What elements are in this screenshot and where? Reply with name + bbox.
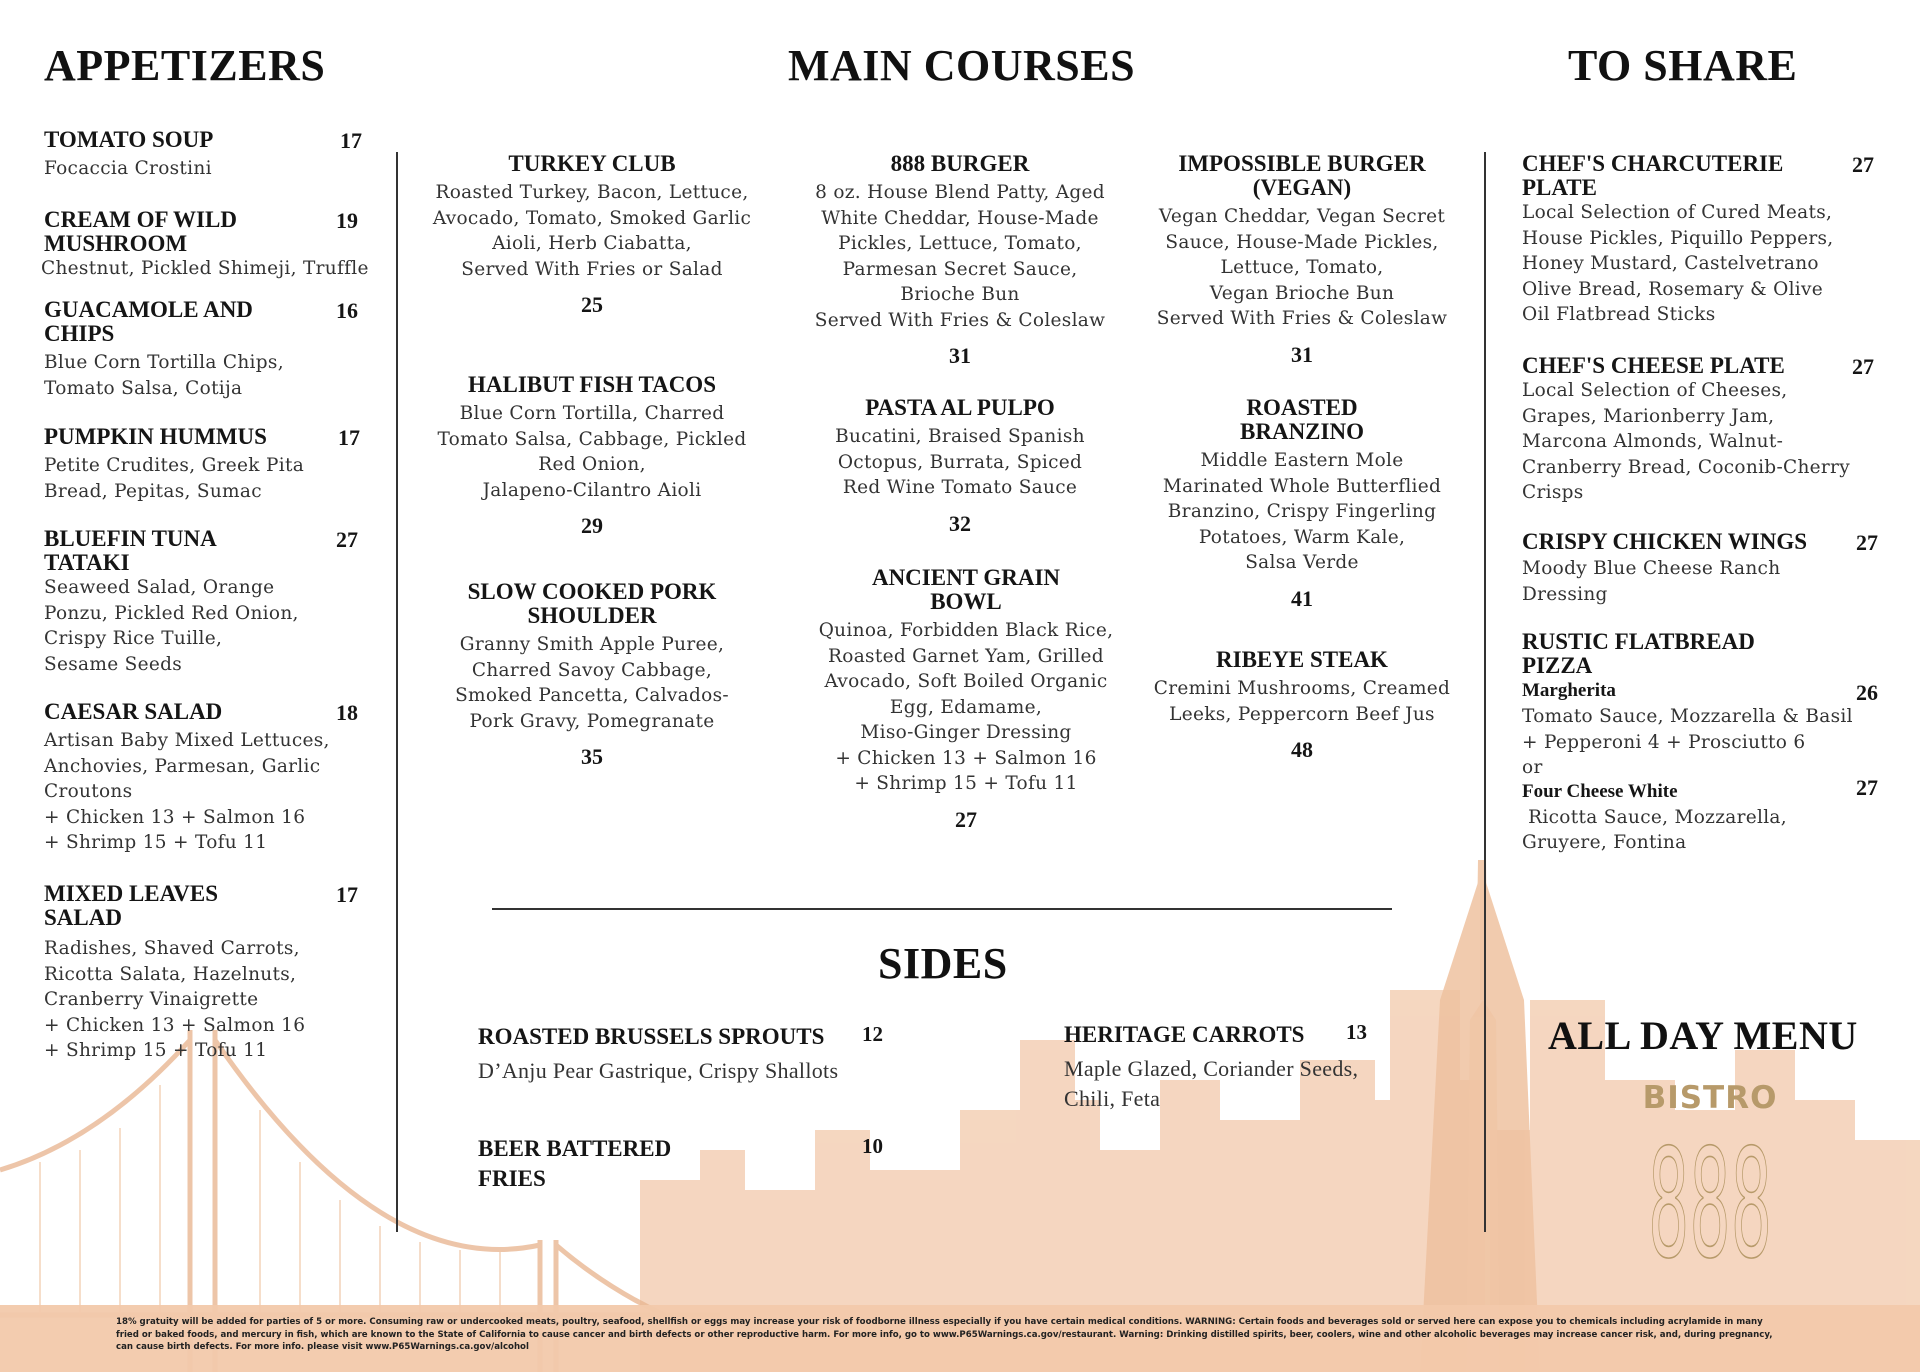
option-separator: or xyxy=(1522,757,1543,778)
item-description: Vegan Cheddar, Vegan Secret Sauce, House-Made Pickles, Lettuce, Tomato, Vegan Brioche Bun Served With Fries & Coleslaw xyxy=(1156,206,1448,329)
item-price: 29 xyxy=(581,513,603,538)
share-item xyxy=(1522,152,1872,328)
item-description: Roasted Turkey, Bacon, Lettuce, Avocado, Tomato, Smoked Garlic Aioli, Herb Ciabatta, Served With Fries or Salad xyxy=(432,182,752,280)
item-description: D’Anju Pear Gastrique, Crispy Shallots xyxy=(478,1058,839,1083)
item-description: 8 oz. House Blend Patty, Aged White Cheddar, House-Made Pickles, Lettuce, Tomato, Parmesan Secret Sauce, Brioche Bun Served With Fries & Coleslaw xyxy=(814,182,1106,331)
left-divider xyxy=(396,152,398,1232)
bistro-logo xyxy=(1640,1080,1780,1292)
right-divider xyxy=(1484,152,1486,1232)
item-price: 27 xyxy=(1852,354,1874,379)
item-name-line2: TATAKI xyxy=(44,550,130,575)
item-description: Maple Glazed, Coriander Seeds, Chili, Feta xyxy=(1064,1056,1359,1111)
item-price: 19 xyxy=(336,208,358,233)
item-name: CAESAR SALAD xyxy=(44,699,223,724)
appetizer-item xyxy=(41,207,374,282)
flatbread-pizza-item xyxy=(1522,630,1892,856)
main-course-item xyxy=(422,580,762,770)
item-price: 10 xyxy=(862,1134,883,1158)
item-name-line2: FRIES xyxy=(478,1166,546,1191)
item-name: PUMPKIN HUMMUS xyxy=(44,424,267,449)
all-day-menu-heading: ALL DAY MENU xyxy=(1548,1013,1858,1058)
item-description: Middle Eastern Mole Marinated Whole Butterflied Branzino, Crispy Fingerling Potatoes, Warm Kale, Salsa Verde xyxy=(1162,450,1442,573)
item-price: 32 xyxy=(949,510,971,536)
item-name-line2: (VEGAN) xyxy=(1252,175,1352,200)
main-course-item xyxy=(790,396,1130,537)
item-description: Radishes, Shaved Carrots, Ricotta Salata, Hazelnuts, Cranberry Vinaigrette + Chicken 13 + Salmon 16 + Shrimp 15 + Tofu 11 xyxy=(44,938,306,1061)
item-name-line2: CHIPS xyxy=(44,321,115,346)
item-name-line2: PLATE xyxy=(1522,175,1597,200)
item-name: GUACAMOLE AND xyxy=(44,297,253,322)
item-name: MIXED LEAVES xyxy=(44,881,219,906)
item-price: 41 xyxy=(1291,585,1313,611)
main-course-item xyxy=(422,152,762,318)
item-name: 888 BURGER xyxy=(890,151,1030,176)
item-name: BLUEFIN TUNA xyxy=(44,526,217,551)
item-description: Focaccia Crostini xyxy=(44,158,212,179)
main-course-item xyxy=(1132,152,1472,368)
appetizer-item xyxy=(44,882,360,1064)
item-name: BEER BATTERED xyxy=(478,1136,672,1161)
main-course-item xyxy=(796,566,1136,833)
item-price: 48 xyxy=(1291,737,1313,762)
appetizer-item xyxy=(44,128,360,182)
item-description: Blue Corn Tortilla Chips, Tomato Salsa, Cotija xyxy=(44,352,284,399)
item-description: Petite Crudites, Greek Pita Bread, Pepitas, Sumac xyxy=(44,455,305,502)
item-price: 27 xyxy=(955,806,977,832)
item-description: Bucatini, Braised Spanish Octopus, Burrata, Spiced Red Wine Tomato Sauce xyxy=(835,426,1085,498)
item-price: 12 xyxy=(862,1022,883,1046)
item-price: 31 xyxy=(1291,341,1313,367)
item-description: Artisan Baby Mixed Lettuces, Anchovies, Parmesan, Garlic Croutons + Chicken 13 + Salmon 16 + Shrimp 15 + Tofu 11 xyxy=(44,730,330,853)
appetizer-item xyxy=(44,527,360,677)
four-cheese-option xyxy=(1522,774,1892,856)
item-name: SLOW COOKED PORK xyxy=(467,579,717,604)
appetizer-item xyxy=(44,425,360,504)
side-item xyxy=(478,1134,898,1194)
item-price: 17 xyxy=(340,128,362,153)
main-courses-heading: MAIN COURSES xyxy=(788,41,1136,90)
item-description: Quinoa, Forbidden Black Rice, Roasted Garnet Yam, Grilled Avocado, Soft Boiled Organic Egg, Edamame, Miso-Ginger Dressing + Chicken 13 + Salmon 16 + Shrimp 15 + Tofu 11 xyxy=(818,620,1114,794)
item-price: 13 xyxy=(1346,1020,1367,1044)
item-name: ROASTED BRUSSELS SPROUTS xyxy=(478,1024,825,1049)
share-item xyxy=(1522,530,1880,607)
item-name-line2: PIZZA xyxy=(1522,653,1593,678)
item-name: ROASTED xyxy=(1246,395,1358,420)
main-course-item xyxy=(790,152,1130,369)
share-item xyxy=(1522,354,1872,506)
margherita-description: Tomato Sauce, Mozzarella & Basil + Pepperoni 4 + Prosciutto 6 xyxy=(1522,706,1853,753)
sides-heading: SIDES xyxy=(878,939,1008,988)
item-price: 35 xyxy=(581,744,603,769)
main-course-item xyxy=(1132,396,1472,612)
item-name: CRISPY CHICKEN WINGS xyxy=(1522,529,1807,554)
logo-number: 888 xyxy=(1648,1118,1772,1292)
item-name: ANCIENT GRAIN xyxy=(871,565,1061,590)
item-description: Local Selection of Cheeses, Grapes, Marionberry Jam, Marcona Almonds, Walnut- Cranberry Bread, Coconib-Cherry Crisps xyxy=(1522,380,1850,503)
appetizers-heading: APPETIZERS xyxy=(44,41,326,90)
item-price: 18 xyxy=(336,700,358,725)
item-name-line2: MUSHROOM xyxy=(44,231,188,256)
item-price: 17 xyxy=(336,882,358,907)
item-name: HALIBUT FISH TACOS xyxy=(468,372,716,397)
four-cheese-description: Ricotta Sauce, Mozzarella, Gruyere, Fontina xyxy=(1522,806,1787,853)
item-description: Cremini Mushrooms, Creamed Leeks, Peppercorn Beef Jus xyxy=(1153,678,1451,725)
item-price: 16 xyxy=(336,298,358,323)
main-course-item xyxy=(422,373,762,539)
legal-footer: 18% gratuity will be added for parties of 5 or more. Consuming raw or undercooked meats, poultry, seafood, shellfish or eggs may increase your risk of foodborne illness especially if you have certain medical conditions. WARNING: Certain foods and beverages sold or served here can expose you to chemicals including acrylamide in many fried or baked foods, and mercury in fish, which are known to the State of California to cause cancer and birth defects or other reproductive harm. For more info, go to www.P65Warnings.ca.gov/restaurant. Warning: Drinking distilled spirits, beer, coolers, wine and other alcoholic beverages may increase cancer risk, and, during pregnancy, can cause birth defects. For more info. please visit www.P65Warnings.ca.gov/alcohol xyxy=(116,1317,1773,1352)
appetizer-item xyxy=(44,700,360,856)
item-description: Local Selection of Cured Meats, House Pickles, Piquillo Peppers, Honey Mustard, Castelvetrano Olive Bread, Rosemary & Olive Oil Flatbread Sticks xyxy=(1522,202,1834,325)
logo-888-graphic xyxy=(1640,1116,1780,1292)
item-name: TOMATO SOUP xyxy=(44,127,214,152)
item-name: IMPOSSIBLE BURGER xyxy=(1178,151,1426,176)
side-item xyxy=(1064,1020,1404,1114)
bridge-cables xyxy=(40,1085,500,1315)
logo-word: BISTRO xyxy=(1642,1080,1778,1116)
main-course-item xyxy=(1132,648,1472,763)
item-description: Chestnut, Pickled Shimeji, Truffle xyxy=(41,258,369,279)
four-cheese-name: Four Cheese White xyxy=(1522,780,1678,802)
item-description: Seaweed Salad, Orange Ponzu, Pickled Red Onion, Crispy Rice Tuille, Sesame Seeds xyxy=(44,577,299,675)
appetizer-item xyxy=(44,298,360,401)
item-price: 31 xyxy=(949,343,971,368)
item-description: Granny Smith Apple Puree, Charred Savoy Cabbage, Smoked Pancetta, Calvados- Pork Gravy, Pomegranate xyxy=(455,634,729,732)
item-description: Blue Corn Tortilla, Charred Tomato Salsa, Cabbage, Pickled Red Onion, Jalapeno-Cilantro Aioli xyxy=(437,403,747,501)
item-name-line2: BOWL xyxy=(930,589,1002,614)
item-name-line2: SHOULDER xyxy=(527,603,657,628)
side-item xyxy=(478,1022,898,1086)
margherita-option xyxy=(1522,680,1892,755)
sides-divider xyxy=(492,908,1392,910)
item-name: CHEF'S CHEESE PLATE xyxy=(1522,353,1785,378)
four-cheese-price: 27 xyxy=(1856,774,1878,800)
item-name-line2: SALAD xyxy=(44,905,122,930)
item-description: Moody Blue Cheese Ranch Dressing xyxy=(1522,558,1781,605)
item-name: CREAM OF WILD xyxy=(44,207,237,232)
item-name: HERITAGE CARROTS xyxy=(1064,1022,1305,1047)
margherita-name: Margherita xyxy=(1522,680,1616,701)
to-share-heading: TO SHARE xyxy=(1568,41,1798,90)
item-price: 27 xyxy=(336,527,358,552)
item-name: CHEF'S CHARCUTERIE xyxy=(1522,151,1784,176)
item-name-line2: BRANZINO xyxy=(1240,419,1364,444)
item-price: 17 xyxy=(338,425,360,450)
item-price: 27 xyxy=(1852,152,1874,177)
item-price: 27 xyxy=(1856,530,1878,555)
item-name: RUSTIC FLATBREAD xyxy=(1522,629,1755,654)
item-name: TURKEY CLUB xyxy=(508,151,676,176)
item-price: 25 xyxy=(581,292,603,317)
item-name: RIBEYE STEAK xyxy=(1216,647,1388,672)
margherita-price: 26 xyxy=(1856,680,1878,705)
item-name: PASTA AL PULPO xyxy=(865,395,1055,420)
